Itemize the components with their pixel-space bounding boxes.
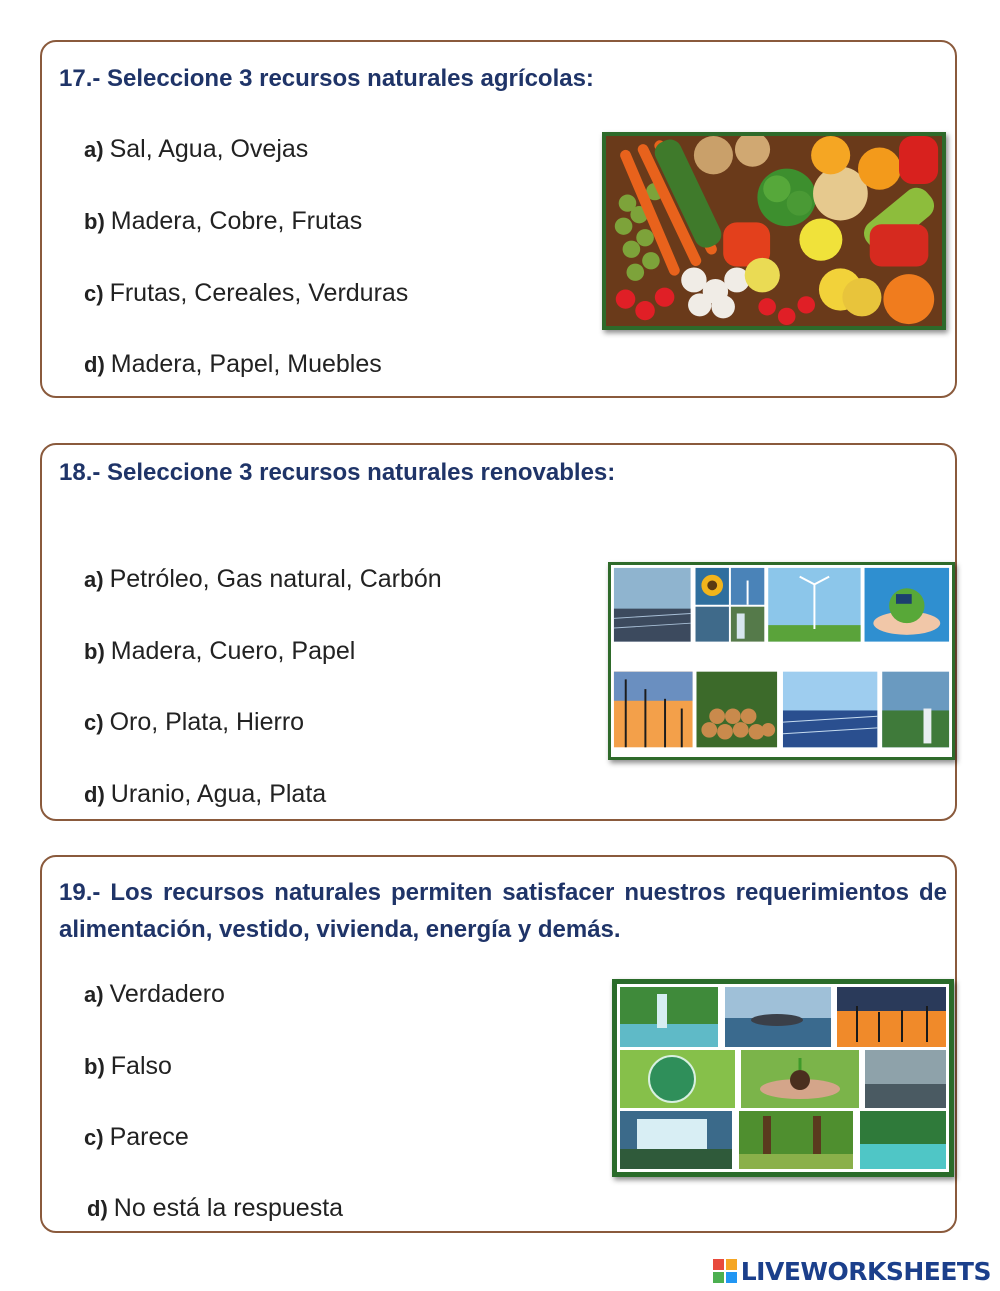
option-letter: c)	[84, 1125, 104, 1150]
option-text: Parece	[109, 1123, 189, 1151]
option-letter: b)	[84, 1054, 105, 1079]
option-letter: a)	[84, 137, 104, 162]
option-text: Verdadero	[109, 980, 225, 1008]
option-d[interactable]	[84, 779, 326, 810]
question-title: 19.- Los recursos naturales permiten satisfacer nuestros requerimientos de alimentación, vestido, vivienda, energía y demás.	[59, 879, 947, 943]
option-c[interactable]	[84, 707, 304, 738]
option-text: Madera, Cobre, Frutas	[110, 207, 363, 235]
question-card-19	[40, 855, 957, 1233]
question-title: 18.- Seleccione 3 recursos naturales renovables:	[59, 459, 616, 486]
option-a[interactable]	[84, 979, 225, 1010]
option-text: Madera, Papel, Muebles	[110, 350, 382, 378]
nature-collage	[612, 979, 954, 1177]
option-c[interactable]	[84, 278, 408, 309]
option-letter: b)	[84, 639, 105, 664]
option-text: No está la respuesta	[113, 1194, 344, 1222]
option-letter: c)	[84, 710, 104, 735]
logo-text: LIVEWORKSHEETS	[740, 1256, 991, 1286]
option-text: Oro, Plata, Hierro	[109, 708, 305, 736]
liveworksheets-logo	[713, 1255, 991, 1287]
option-a[interactable]	[84, 134, 308, 165]
option-text: Uranio, Agua, Plata	[110, 780, 327, 808]
option-letter: a)	[84, 982, 104, 1007]
option-c[interactable]	[84, 1122, 189, 1153]
option-text: Madera, Cuero, Papel	[110, 637, 356, 665]
option-text: Petróleo, Gas natural, Carbón	[109, 565, 442, 593]
option-letter: b)	[84, 209, 105, 234]
option-text: Frutas, Cereales, Verduras	[109, 279, 409, 307]
option-letter: d)	[84, 352, 105, 377]
logo-icon	[713, 1259, 737, 1283]
option-d[interactable]	[87, 1193, 343, 1224]
option-letter: d)	[87, 1196, 108, 1221]
option-b[interactable]	[84, 636, 355, 667]
option-b[interactable]	[84, 206, 362, 237]
option-b[interactable]	[84, 1051, 172, 1082]
option-letter: d)	[84, 782, 105, 807]
option-text: Falso	[110, 1052, 172, 1080]
option-text: Sal, Agua, Ovejas	[109, 135, 309, 163]
question-card-17	[40, 40, 957, 398]
option-a[interactable]	[84, 564, 442, 595]
question-title: 17.- Seleccione 3 recursos naturales agrícolas:	[59, 65, 594, 92]
option-letter: a)	[84, 567, 104, 592]
renewable-energy-collage	[608, 562, 955, 760]
question-card-18	[40, 443, 957, 821]
vegetables-fruits-photo	[602, 132, 946, 330]
option-d[interactable]	[84, 349, 382, 380]
option-letter: c)	[84, 281, 104, 306]
